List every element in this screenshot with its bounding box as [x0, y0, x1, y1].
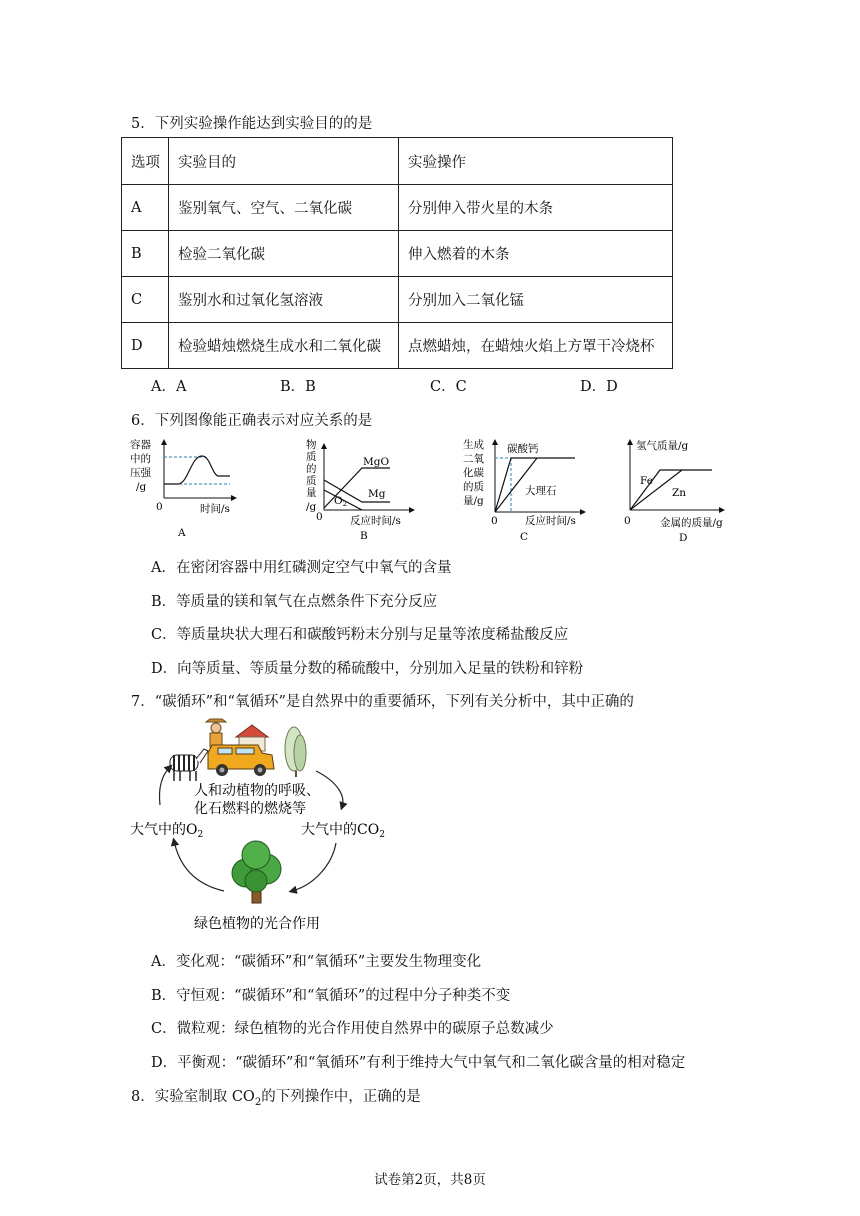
table-cell: 点燃蜡烛，在蜡烛火焰上方罩干冷烧杯	[399, 323, 673, 369]
q5-table	[121, 137, 673, 369]
graph-b-series-label: O2	[334, 495, 348, 508]
q7-stem: 7．“碳循环”和“氧循环”是自然界中的重要循环，下列有关分析中，其中正确的	[131, 694, 634, 710]
table-header-cell: 选项	[122, 138, 169, 185]
graph-c-ylabel: 量/g	[463, 495, 484, 507]
graph-c-series-label: 大理石	[525, 485, 557, 497]
graph-d-series-label: Zn	[672, 487, 687, 499]
graph-b-series-label: MgO	[363, 456, 390, 468]
table-row	[122, 277, 673, 323]
graph-d-series-label: Fe	[640, 475, 653, 487]
diagram-right-label: 大气中的$CO_2$	[301, 822, 385, 840]
cycle-arrow	[292, 843, 336, 891]
graph-c-caption: C	[520, 531, 529, 543]
graph-c-ylabel: 二氧	[463, 453, 484, 465]
graph-b-ylabel: 质	[306, 475, 317, 487]
graph-d-ylabel: 氢气质量/g	[636, 440, 689, 452]
table-cell: 鉴别水和过氧化氢溶液	[169, 277, 399, 323]
table-cell: 分别伸入带火星的木条	[399, 185, 673, 231]
graph-a-ylabel: 压强	[130, 467, 151, 479]
q5-choice-c[interactable]: C．C	[430, 379, 467, 395]
table-row	[122, 323, 673, 369]
q6-stem: 6．下列图像能正确表示对应关系的是	[131, 413, 373, 429]
graph-c-ylabel: 的质	[463, 481, 484, 493]
q5-choice-a[interactable]: A．A	[151, 379, 187, 395]
table-header-cell: 实验目的	[169, 138, 399, 185]
graph-d-xlabel: 金属的质量/g	[660, 517, 723, 529]
graph-c-series-label: 碳酸钙	[507, 443, 539, 455]
graph-b-origin: 0	[316, 511, 323, 523]
person-icon	[206, 719, 226, 747]
graph-a-caption: A	[178, 527, 186, 539]
table-cell: 伸入燃着的木条	[399, 231, 673, 277]
table-cell: 检验蜡烛燃烧生成水和二氧化碳	[169, 323, 399, 369]
diagram-top-label: 化石燃料的燃烧等	[194, 801, 306, 817]
graph-b-ylabel: 质	[306, 451, 317, 463]
q5-choice-d[interactable]: D．D	[580, 379, 618, 395]
graph-a-curve	[164, 456, 230, 484]
table-row	[122, 185, 673, 231]
graph-a-ylabel: 容器	[130, 439, 151, 451]
table-row	[122, 231, 673, 277]
graph-b-ylabel: 量	[306, 487, 317, 499]
table-header-cell: 实验操作	[399, 138, 673, 185]
q5-choice-b[interactable]: B．B	[280, 379, 316, 395]
cycle-diagram	[128, 715, 398, 935]
graph-b-xlabel: 反应时间/s	[350, 515, 401, 527]
cycle-arrow	[159, 767, 170, 805]
graph-a-xlabel: 时间/s	[200, 503, 230, 515]
q7-choice-b[interactable]: B．守恒观：“碳循环”和“氧循环”的过程中分子种类不变	[151, 988, 511, 1004]
graph-a-ylabel: /g	[136, 481, 147, 493]
table-header-row	[122, 138, 673, 185]
graph-c-ylabel: 生成	[463, 439, 484, 451]
table-cell: C	[122, 277, 169, 323]
graph-b-caption: B	[360, 530, 368, 542]
graph-b	[300, 438, 425, 548]
graph-b-ylabel: 的	[306, 463, 317, 475]
tree-icon	[285, 727, 306, 777]
table-cell: 检验二氧化碳	[169, 231, 399, 277]
page-footer: 试卷第2页，共8页	[374, 1172, 486, 1188]
cycle-arrow	[316, 771, 343, 807]
graph-d	[620, 434, 735, 550]
graph-b-ylabel: /g	[306, 501, 317, 513]
graph-c	[463, 436, 593, 548]
table-cell: A	[122, 185, 169, 231]
q7-choice-c[interactable]: C．微粒观：绿色植物的光合作用使自然界中的碳原子总数减少	[151, 1021, 554, 1037]
graph-d-caption: D	[679, 532, 688, 544]
graph-d-origin: 0	[624, 515, 631, 527]
q7-choice-a[interactable]: A．变化观：“碳循环”和“氧循环”主要发生物理变化	[151, 954, 482, 970]
table-cell: B	[122, 231, 169, 277]
diagram-top-label: 人和动植物的呼吸、	[194, 783, 320, 799]
graph-a	[128, 436, 248, 546]
table-cell: 分别加入二氧化锰	[399, 277, 673, 323]
graph-c-xlabel: 反应时间/s	[525, 515, 576, 527]
diagram-bottom-label: 绿色植物的光合作用	[194, 916, 320, 932]
graph-a-origin: 0	[156, 501, 163, 513]
q7-choice-d[interactable]: D．平衡观：“碳循环”和“氧循环”有利于维持大气中氧气和二氧化碳含量的相对稳定	[151, 1055, 686, 1071]
zebra-icon	[170, 749, 208, 781]
table-cell: 鉴别氧气、空气、二氧化碳	[169, 185, 399, 231]
q8-stem: 8．实验室制取 $CO_2$的下列操作中，正确的是	[131, 1089, 421, 1108]
graph-b-ylabel: 物	[306, 439, 317, 451]
graph-b-series-label: Mg	[368, 488, 386, 500]
q6-choice-a[interactable]: A．在密闭容器中用红磷测定空气中氧气的含量	[151, 560, 452, 576]
q6-choice-d[interactable]: D．向等质量、等质量分数的稀硫酸中，分别加入足量的铁粉和锌粉	[151, 661, 584, 677]
graph-c-ylabel: 化碳	[463, 467, 484, 479]
cycle-arrow	[174, 841, 224, 891]
q6-choice-c[interactable]: C．等质量块状大理石和碳酸钙粉末分别与足量等浓度稀盐酸反应	[151, 627, 569, 643]
table-cell: D	[122, 323, 169, 369]
q6-choice-b[interactable]: B．等质量的镁和氧气在点燃条件下充分反应	[151, 594, 438, 610]
diagram-left-label: 大气中的$O_2$	[130, 822, 204, 840]
graph-a-ylabel: 中的	[130, 453, 151, 465]
graph-c-origin: 0	[491, 515, 498, 527]
tree-icon	[232, 841, 281, 903]
q5-stem: 5．下列实验操作能达到实验目的的是	[131, 116, 373, 132]
